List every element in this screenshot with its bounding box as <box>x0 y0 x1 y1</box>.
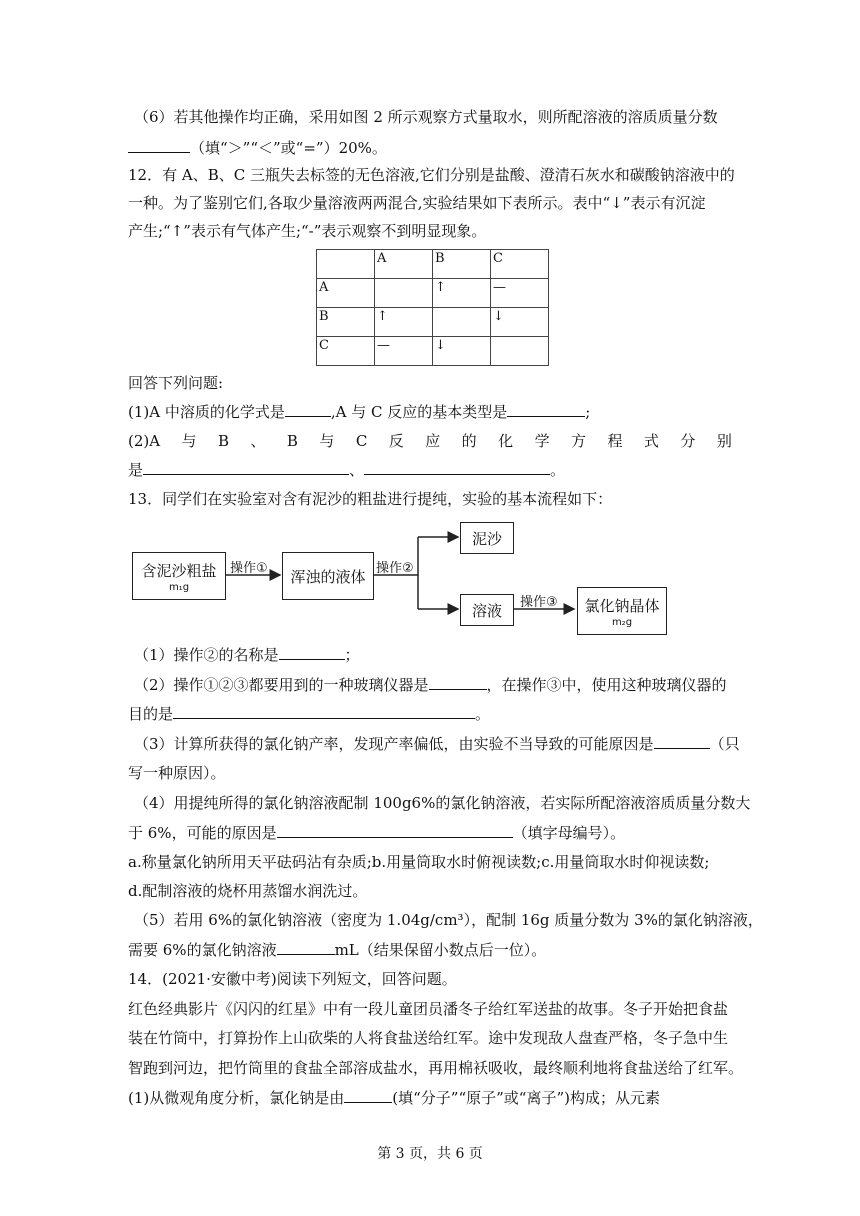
table-cell: A <box>317 279 375 308</box>
q13-part2-line1: （2）操作①②③都要用到的一种玻璃仪器是 ，在操作③中，使用这种玻璃仪器的 <box>134 676 727 694</box>
flow-op2-label: 操作② <box>376 561 414 576</box>
q13-part3-line1: （3）计算所获得的氯化钠产率，发现产率偏低，由实验不当导致的可能原因是 （只 <box>134 735 740 753</box>
q13-part4-line1: （4）用提纯所得的氯化钠溶液配制 100g6%的氯化钠溶液，若实际所配溶液溶质质量分数大 <box>134 794 751 812</box>
q12-intro3: 产生;“↑”表示有气体产生;“-”表示观察不到明显现象。 <box>128 222 487 240</box>
q13-part1: （1）操作②的名称是 ； <box>134 646 360 664</box>
q12-part1: (1)A 中溶质的化学式是 ,A 与 C 反应的基本类型是 ; <box>128 403 591 421</box>
flow-op1-label: 操作① <box>230 561 268 576</box>
answer-blank[interactable] <box>277 822 513 838</box>
q14-part1: (1)从微观角度分析，氯化钠是由 (填“分子”“原子”或“离子”)构成；从元素 <box>128 1089 660 1107</box>
table-cell: ↓ <box>433 337 491 366</box>
table-cell: — <box>491 279 549 308</box>
q13-part5-line2: 需要 6%的氯化钠溶液 mL（结果保留小数点后一位）。 <box>128 941 547 959</box>
table-cell: A <box>375 250 433 279</box>
q12-intro2: 一种。为了鉴别它们,各取少量溶液两两混合,实验结果如下表所示。表中“↓”表示有沉淀 <box>128 194 706 212</box>
q13-part4-line2: 于 6%，可能的原因是 （填字母编号）。 <box>128 824 626 842</box>
q13-intro: 13．同学们在实验室对含有泥沙的粗盐进行提纯，实验的基本流程如下： <box>128 490 613 508</box>
answer-blank[interactable] <box>429 674 487 690</box>
q11-6-line2: （填“＞”“＜”或“=”）20%。 <box>128 137 387 159</box>
table-cell: B <box>317 308 375 337</box>
table-cell: ↓ <box>491 308 549 337</box>
flow-box-solution: 溶液 <box>460 594 514 626</box>
q12-answer-prompt: 回答下列问题: <box>128 374 224 392</box>
flow-box-turbid-liquid: 浑浊的液体 <box>282 552 374 600</box>
flow-op3-label: 操作③ <box>520 595 558 610</box>
answer-blank[interactable] <box>654 733 710 749</box>
table-cell: C <box>491 250 549 279</box>
q14-para1: 红色经典影片《闪闪的红星》中有一段儿童团员潘冬子给红军送盐的故事。冬子开始把食盐 <box>128 1000 729 1018</box>
q13-part2-line2: 目的是 。 <box>128 705 491 723</box>
table-cell: ↑ <box>375 308 433 337</box>
answer-blank[interactable] <box>279 644 345 660</box>
q14-para3: 智跑到河边，把竹筒里的食盐全部溶成盐水，再用棉袄吸收，最终顺利地将食盐送给了红军。 <box>128 1059 744 1077</box>
q12-intro1: 12．有 A、B、C 三瓶失去标签的无色溶液,它们分别是盐酸、澄清石灰水和碳酸钠溶液中的 <box>128 166 735 184</box>
answer-blank[interactable] <box>173 703 475 719</box>
q13-part5-line1: （5）若用 6%的氯化钠溶液（密度为 1.04g/cm³），配制 16g 质量分数为 3%的氯化钠溶液， <box>134 911 763 929</box>
table-cell: B <box>433 250 491 279</box>
answer-blank[interactable] <box>277 939 335 955</box>
q11-6-line1: （6）若其他操作均正确，采用如图 2 所示观察方式量取水，则所配溶液的溶质质量分数 <box>134 108 718 126</box>
table-cell: ↑ <box>433 279 491 308</box>
q12-part2-line1: (2)A 与 B 、 B 与 C 反 应 的 化 学 方 程 式 分 别 <box>128 432 732 450</box>
answer-blank[interactable] <box>344 1087 392 1103</box>
q13-part3-line2: 写一种原因）。 <box>128 764 226 782</box>
flow-box-crude-salt: 含泥沙粗盐 m₁g <box>132 552 226 600</box>
flow-box-nacl-crystal: 氯化钠晶体 m₂g <box>577 587 667 635</box>
q13-part4-options2: d.配制溶液的烧杯用蒸馏水润洗过。 <box>128 882 368 900</box>
q12-part2-line2: 是 、 。 <box>128 461 566 479</box>
q14-para2: 装在竹筒中，打算扮作上山砍柴的人将食盐送给红军。途中发现敌人盘查严格，冬子急中生 <box>128 1029 729 1047</box>
table-cell: — <box>375 337 433 366</box>
flow-box-sand: 泥沙 <box>460 522 514 554</box>
q13-part4-options1: a.称量氯化钠所用天平砝码沾有杂质;b.用量筒取水时俯视读数;c.用量筒取水时仰视读数; <box>128 853 710 871</box>
q14-intro: 14．(2021·安徽中考)阅读下列短文，回答问题。 <box>128 970 457 988</box>
table-cell: C <box>317 337 375 366</box>
page-footer: 第 3 页，共 6 页 <box>377 1146 483 1162</box>
